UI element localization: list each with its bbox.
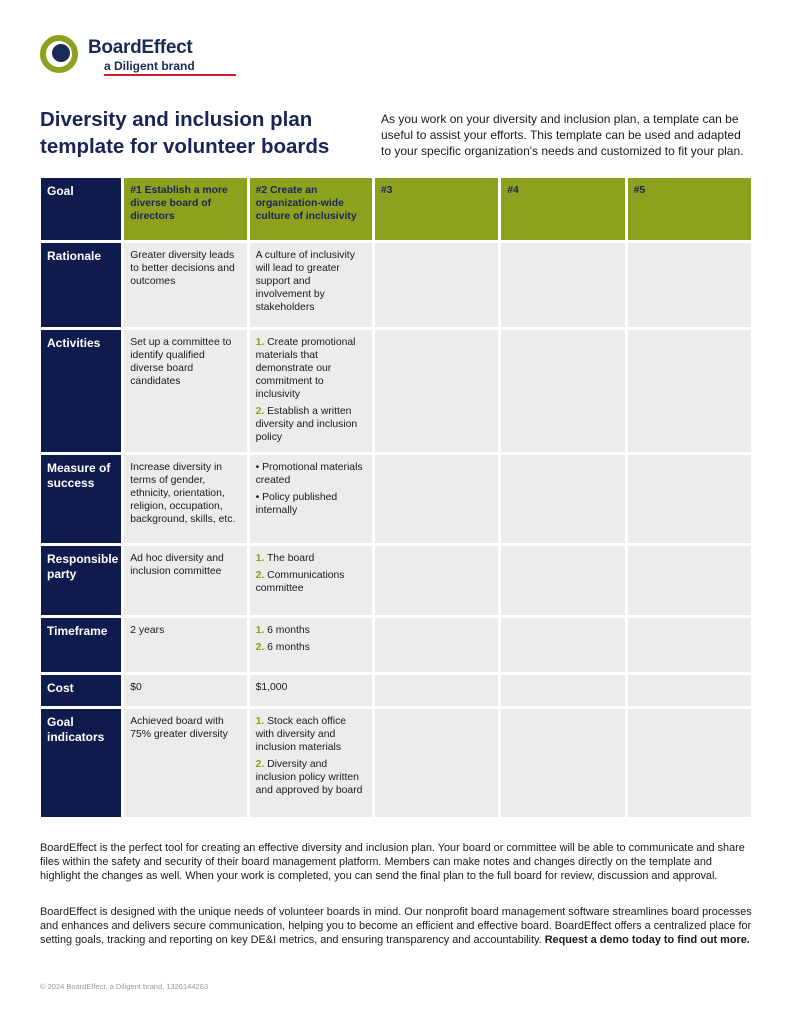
- empty-cell: [628, 330, 751, 452]
- list-item: 1. Stock each office with diversity and inclusion materials: [255, 716, 347, 753]
- empty-cell: [628, 455, 751, 543]
- row-label-cost: Cost: [41, 675, 121, 706]
- empty-cell: [628, 709, 751, 817]
- empty-cell: [628, 618, 751, 672]
- measure-goal-1: Increase diversity in terms of gender, ethnicity, orientation, religion, occupation, background, skills, etc.: [124, 455, 246, 543]
- intro-text: As you work on your diversity and inclusion plan, a template can be useful to assist your efforts. This template can be used and adapted to your specific organization's needs and customized to fit your plan.: [381, 112, 744, 158]
- empty-cell: [628, 675, 751, 706]
- cost-goal-2: $1,000: [250, 675, 372, 706]
- row-label-goal: Goal: [41, 178, 121, 240]
- table-row: [41, 675, 751, 706]
- empty-cell: [375, 709, 498, 817]
- empty-cell: [501, 675, 624, 706]
- table-row: [41, 709, 751, 817]
- row-label-measure: Measure of success: [41, 455, 121, 543]
- row-label-indicators: Goal indicators: [41, 709, 121, 817]
- row-label-timeframe: Timeframe: [41, 618, 121, 672]
- empty-cell: [375, 330, 498, 452]
- goal-header-2: #2 Create an organization-wide culture of inclusivity: [250, 178, 372, 240]
- empty-cell: [501, 243, 624, 327]
- list-item: 1. Create promotional materials that demonstrate our commitment to inclusivity: [255, 337, 356, 400]
- empty-cell: [501, 709, 624, 817]
- rationale-goal-2: A culture of inclusivity will lead to greater support and involvement by stakeholders: [250, 243, 372, 327]
- empty-cell: [501, 546, 624, 615]
- list-item: 1. The board: [255, 553, 315, 564]
- list-item: 2. 6 months: [255, 642, 310, 653]
- row-label-rationale: Rationale: [41, 243, 121, 327]
- table-row: [41, 618, 751, 672]
- empty-cell: [501, 330, 624, 452]
- responsible-goal-1: Ad hoc diversity and inclusion committee: [124, 546, 246, 615]
- footer-paragraph-2: BoardEffect is designed with the unique needs of volunteer boards in mind. Our nonprofit board management software streamlines board processes and enhances and delivers secure communication, helping you to become an efficient and effective board. BoardEffect offers a centralized place for setting goals, tracking and reporting on key DE&I metrics, and ensuring transparency and accountability. Request a demo today to find out more.: [40, 906, 752, 947]
- list-item: 2. Communications committee: [255, 570, 345, 594]
- empty-cell: [628, 243, 751, 327]
- indicators-goal-1: Achieved board with 75% greater diversity: [124, 709, 246, 817]
- empty-cell: [375, 546, 498, 615]
- cta-link[interactable]: Request a demo today to find out more.: [544, 934, 750, 947]
- empty-cell: [501, 618, 624, 672]
- boardeffect-logo-icon: [40, 35, 78, 73]
- footer-paragraph-1: BoardEffect is the perfect tool for creating an effective diversity and inclusion plan. Your board or committee will be able to communicate and share files within the safety and security of their board management platform. Members can make notes and changes directly on the template and highlight the changes as well. When your work is completed, you can send the final plan to the full board for review, discussion and approval.: [40, 842, 745, 883]
- brand-tagline: a Diligent brand: [104, 59, 195, 73]
- row-label-activities: Activities: [41, 330, 121, 452]
- goal-header-4: #4: [501, 178, 624, 240]
- indicators-goal-2: [250, 709, 372, 817]
- activities-goal-1: Set up a committee to identify qualified diverse board candidates: [124, 330, 246, 452]
- goal-header-1: #1 Establish a more diverse board of directors: [124, 178, 246, 240]
- goal-header-3: #3: [375, 178, 498, 240]
- list-item: • Promotional materials created: [255, 462, 363, 486]
- plan-table: [38, 175, 754, 820]
- list-item: 1. 6 months: [255, 625, 310, 636]
- goal-header-row: [41, 178, 751, 240]
- empty-cell: [501, 455, 624, 543]
- copyright: © 2024 BoardEffect, a Diligent brand. 1326144263: [40, 982, 209, 991]
- goal-header-5: #5: [628, 178, 751, 240]
- table-row: [41, 243, 751, 327]
- list-item: • Policy published internally: [255, 492, 338, 516]
- brand-logo: [40, 34, 210, 80]
- list-item: 2. Diversity and inclusion policy written and approved by board: [255, 759, 363, 796]
- brand-underline: [104, 74, 236, 76]
- list-item: 2. Establish a written diversity and inclusion policy: [255, 406, 358, 443]
- row-label-responsible: Responsible party: [41, 546, 121, 615]
- timeframe-goal-1: 2 years: [124, 618, 246, 672]
- measure-goal-2: [250, 455, 372, 543]
- empty-cell: [375, 675, 498, 706]
- empty-cell: [375, 618, 498, 672]
- table-row: [41, 455, 751, 543]
- brand-name: BoardEffect: [88, 37, 193, 58]
- responsible-goal-2: [250, 546, 372, 615]
- table-row: [41, 546, 751, 615]
- empty-cell: [375, 243, 498, 327]
- empty-cell: [375, 455, 498, 543]
- table-row: [41, 330, 751, 452]
- page-title: Diversity and inclusion plan template for volunteer boards: [40, 108, 330, 158]
- empty-cell: [628, 546, 751, 615]
- timeframe-goal-2: [250, 618, 372, 672]
- cost-goal-1: $0: [124, 675, 246, 706]
- activities-goal-2: [250, 330, 372, 452]
- rationale-goal-1: Greater diversity leads to better decisions and outcomes: [124, 243, 246, 327]
